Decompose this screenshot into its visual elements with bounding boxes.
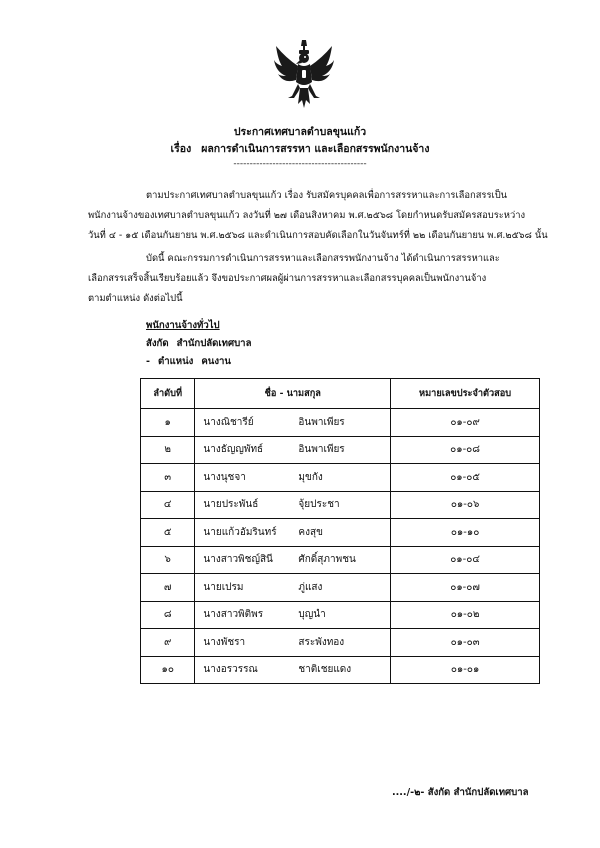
row-first-name: นายเปรม	[203, 581, 244, 593]
row-first-name: นางธัญญพัทธ์	[203, 444, 264, 456]
department-name: สำนักปลัดเทศบาล	[176, 338, 252, 349]
table-row	[141, 464, 540, 492]
results-table	[140, 378, 540, 684]
row-exam-id: ๐๑-๐๕	[391, 464, 540, 492]
row-last-name: ศักดิ์สุภาพชน	[298, 554, 356, 566]
row-order: ๕	[141, 519, 195, 547]
header-name: ชื่อ - นามสกุล	[195, 379, 391, 409]
row-last-name: ชาติเชยแดง	[298, 664, 352, 676]
row-exam-id: ๐๑-๐๖	[391, 491, 540, 519]
paragraph-2-line-2: เลือกสรรเสร็จสิ้นเรียบร้อยแล้ว จึงขอประกาศผลผู้ผ่านการสรรหาและเลือกสรรบุคคลเป็นพนักงานจ้าง	[88, 273, 487, 284]
paragraph-1-line-1: ตามประกาศเทศบาลตำบลขุนแก้ว เรื่อง รับสมัครบุคคลเพื่อการสรรหาและการเลือกสรรเป็น	[146, 190, 508, 201]
row-order: ๗	[141, 574, 195, 602]
table-row	[141, 546, 540, 574]
subject-label: เรื่อง	[170, 143, 192, 155]
table-row	[141, 519, 540, 547]
row-last-name: ภู่แสง	[298, 581, 323, 593]
row-first-name: นางสาวพิติพร	[203, 609, 264, 621]
header-divider: -----------------------------------------	[233, 159, 367, 169]
row-exam-id: ๐๑-๐๘	[391, 436, 540, 464]
table-row	[141, 601, 540, 629]
table-row	[141, 491, 540, 519]
row-first-name: นางสาวพิชญ์สินี	[203, 554, 273, 566]
table-row	[141, 574, 540, 602]
row-order: ๓	[141, 464, 195, 492]
row-first-name: นายประพันธ์	[203, 499, 259, 511]
header-exam-id: หมายเลขประจำตัวสอบ	[391, 379, 540, 409]
position-line	[146, 354, 231, 369]
department-label: สังกัด	[146, 338, 169, 349]
table-row	[141, 409, 540, 437]
row-order: ๒	[141, 436, 195, 464]
position-label: ตำแหน่ง	[157, 356, 194, 367]
row-last-name: สระพังทอง	[298, 636, 345, 648]
row-last-name: อินพาเพียร	[298, 416, 345, 428]
row-first-name: นางพัชรา	[203, 636, 246, 648]
garuda-emblem-icon	[272, 38, 336, 112]
announcement-subject	[0, 140, 600, 158]
row-exam-id: ๐๑-๐๒	[391, 601, 540, 629]
continuation-note: ..../-๒- สังกัด สำนักปลัดเทศบาล	[392, 787, 529, 798]
row-last-name: คงสุข	[298, 526, 323, 538]
row-last-name: บุญนำ	[298, 609, 326, 621]
row-last-name: อินพาเพียร	[298, 444, 345, 456]
row-last-name: จุ้ยประชา	[298, 499, 340, 511]
row-last-name: มุขกัง	[298, 471, 323, 483]
row-order: ๔	[141, 491, 195, 519]
row-order: ๑	[141, 409, 195, 437]
employee-category: พนักงานจ้างทั่วไป	[146, 320, 220, 331]
paragraph-2-line-1: บัดนี้ คณะกรรมการดำเนินการสรรหาและเลือกสรรพนักงานจ้าง ได้ดำเนินการสรรหาและ	[146, 253, 500, 264]
paragraph-2-line-3: ตามตำแหน่ง ดังต่อไปนี้	[88, 293, 183, 304]
row-order: ๙	[141, 629, 195, 657]
table-row	[141, 656, 540, 684]
row-order: ๖	[141, 546, 195, 574]
row-exam-id: ๐๑-๐๑	[391, 656, 540, 684]
row-exam-id: ๐๑-๐๗	[391, 574, 540, 602]
table-row	[141, 436, 540, 464]
department-line	[146, 336, 251, 351]
row-first-name: นายแก้วอัมรินทร์	[203, 526, 277, 538]
paragraph-1-line-3: วันที่ ๔ - ๑๕ เดือนกันยายน พ.ศ.๒๕๖๘ และดำเนินการสอบคัดเลือกในวันจันทร์ที่ ๒๒ เดือนกันยายน พ.ศ.๒๕๖๘ นั้น	[88, 230, 548, 241]
row-order: ๑๐	[141, 656, 195, 684]
row-order: ๘	[141, 601, 195, 629]
row-exam-id: ๐๑-๐๔	[391, 546, 540, 574]
subject-text: ผลการดำเนินการสรรหา และเลือกสรรพนักงานจ้าง	[201, 143, 430, 155]
position-dash: -	[146, 356, 150, 367]
row-first-name: นางอรวรรณ	[203, 664, 258, 676]
paragraph-1-line-2: พนักงานจ้างของเทศบาลตำบลขุนแก้ว ลงวันที่ ๒๗ เดือนสิงหาคม พ.ศ.๒๕๖๘ โดยกำหนดรับสมัครสอบระหว่าง	[88, 210, 526, 221]
announcement-title: ประกาศเทศบาลตำบลขุนแก้ว	[233, 126, 367, 138]
position-name: คนงาน	[201, 356, 231, 367]
header-order: ลำดับที่	[141, 379, 195, 409]
row-exam-id: ๐๑-๑๐	[391, 519, 540, 547]
row-first-name: นางณิชารีย์	[203, 416, 254, 428]
row-exam-id: ๐๑-๐๓	[391, 629, 540, 657]
table-header-row	[141, 379, 540, 409]
row-exam-id: ๐๑-๐๙	[391, 409, 540, 437]
table-row	[141, 629, 540, 657]
row-first-name: นางนุชจา	[203, 471, 246, 483]
announcement-header	[0, 124, 600, 170]
